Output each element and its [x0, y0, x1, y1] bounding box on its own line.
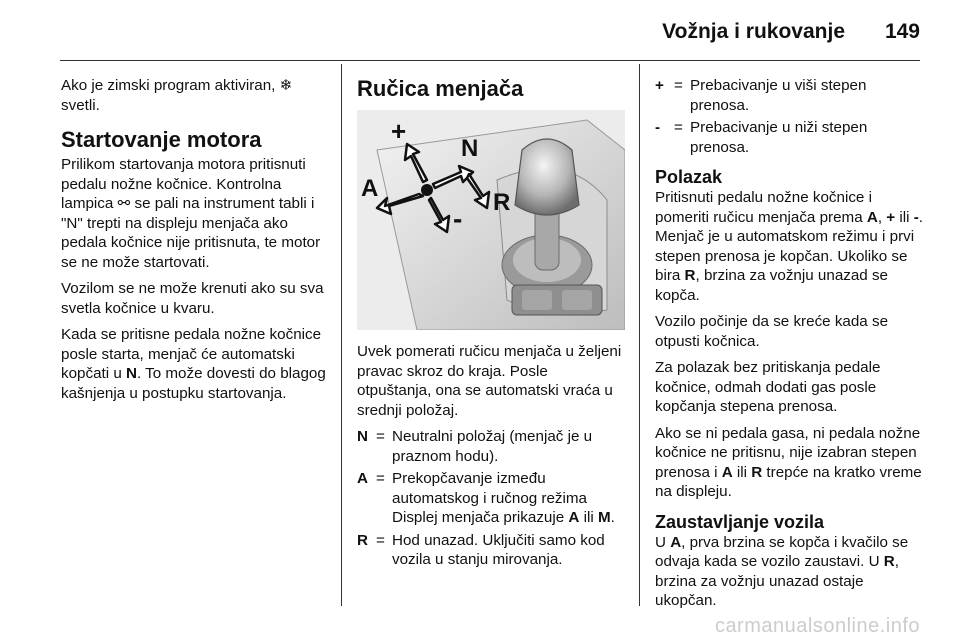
- paragraph-polazak-3: Za polazak bez pritiskanja pedale kočnice, odmah dodati gas posle kopčanja stepena prenosa.: [655, 359, 881, 415]
- paragraph-start-3: Kada se pritisne pedala nožne kočnice posle starta, menjač će automatski kopčati u N. To može dovesti do blagog kašnjenja u postupku startovanja.: [61, 326, 326, 402]
- label-r: R: [493, 189, 511, 216]
- gear-lever-drawing: [357, 110, 625, 330]
- definition-r: R = Hod unazad. Uključiti samo kod vozila u stanju mirovanja.: [357, 531, 605, 568]
- label-minus: -: [453, 203, 463, 234]
- column-divider-1: [341, 64, 342, 606]
- brake-warning-icon: ⚯: [117, 195, 131, 212]
- label-n: N: [461, 135, 479, 162]
- label-a: A: [361, 175, 379, 202]
- watermark: carmanualsonline.info: [714, 615, 920, 637]
- paragraph-stop: U A, prva brzina se kopča i kvačilo se odvaja kada se vozilo zaustavi. U R, brzina za vožnju unazad ostaje ukopčan.: [655, 533, 909, 609]
- paragraph-polazak-1: Pritisnuti pedalu nožne kočnice i pomeriti ručicu menjača prema A, + ili -. Menjač je u automatskom režimu i prvi stepen prenosa je kopčan. Ukoliko se bira R, brzina za vožnju unazad se kopča.: [655, 189, 924, 304]
- paragraph-polazak-2: Vozilo počinje da se kreće kada se otpusti kočnica.: [655, 313, 889, 350]
- paragraph-start-2: Vozilom se ne može krenuti ako su sva svetla kočnice u kvaru.: [61, 280, 324, 317]
- paragraph-start-1: Prilikom startovanja motora pritisnuti pedalu nožne kočnice. Kontrolna lampica ⚯ se pali na instrument tabli i "N" trepti na displeju menjača ako pedala kočnice nije pritisnuta, te motor se ne može startovati.: [61, 156, 321, 271]
- heading-zaustavljanje: Zaustavljanje vozila: [655, 511, 825, 532]
- page-number: 149: [884, 20, 920, 43]
- column-1: [61, 76, 333, 410]
- gear-definitions: [357, 427, 625, 570]
- column-2: [357, 76, 625, 573]
- snowflake-icon: ❄: [279, 77, 293, 94]
- column-3: [655, 76, 925, 618]
- definition-n: N = Neutralni položaj (menjač je u praznom hodu).: [357, 428, 593, 465]
- winter-program-note: Ako je zimski program aktiviran, ❄ svetli.: [61, 77, 293, 114]
- definition-a: A = Prekopčavanje između automatskog i ručnog režima Displej menjača prikazuje A ili M.: [357, 470, 615, 526]
- shift-definitions: [655, 76, 925, 157]
- paragraph-lever-intro: Uvek pomerati ručicu menjača u željeni pravac skroz do kraja. Posle otpuštanja, ona se automatski vraća u srednji položaj.: [357, 343, 622, 419]
- heading-startovanje: Startovanje motora: [61, 127, 262, 152]
- definition-minus: - = Prebacivanje u niži stepen prenosa.: [655, 119, 868, 156]
- header-divider: [60, 60, 920, 61]
- heading-rucica: Ručica menjača: [357, 76, 524, 101]
- column-divider-2: [639, 64, 640, 606]
- definition-plus: + = Prebacivanje u viši stepen prenosa.: [655, 77, 867, 114]
- gear-lever-illustration: [357, 110, 625, 330]
- label-plus: +: [391, 116, 407, 146]
- page-header: [0, 0, 960, 62]
- paragraph-polazak-4: Ako se ni pedala gasa, ni pedala nožne kočnice ne pritisnu, nije izabran stepen prenosa i A ili R trepće na kratko vreme na displeju.: [655, 424, 922, 500]
- section-title: Vožnja i rukovanje: [662, 20, 845, 43]
- heading-polazak: Polazak: [655, 167, 723, 187]
